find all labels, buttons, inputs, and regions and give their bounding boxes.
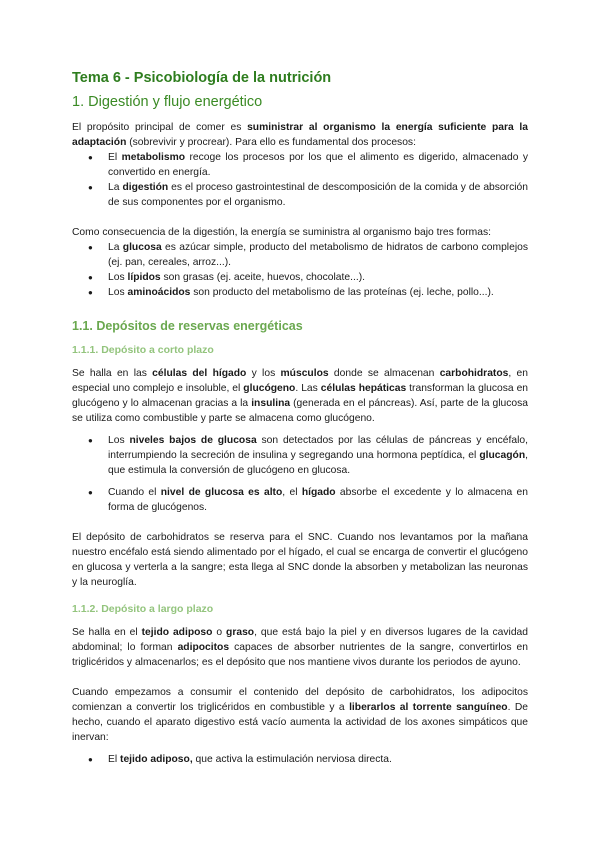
bold-text: nivel de glucosa es alto bbox=[160, 487, 283, 498]
list-item bbox=[72, 285, 528, 300]
text-run: capaces de absorber nutrientes de la sangre, convertirlos en triglicéridos y almacenarlos; es el depósito que nos mantiene vivos durante los periodos de ayuno. bbox=[72, 642, 528, 668]
text-run: . Las bbox=[295, 383, 321, 394]
bold-text: liberarlos al torrente sanguíneo bbox=[349, 702, 508, 713]
text-run: donde se almacenan bbox=[328, 368, 440, 379]
section-1-intro bbox=[72, 120, 528, 150]
text-run: Cuando empezamos a consumir el contenido del depósito de carbohidratos, los adipocitos comienzan a convertir los triglicéridos en combustible y a bbox=[72, 687, 528, 713]
bold-text: glucagón bbox=[479, 450, 526, 461]
section-1-1-1-heading: 1.1.1. Depósito a corto plazo bbox=[72, 344, 214, 356]
bold-text: metabolismo bbox=[121, 152, 186, 163]
bold-text: digestión bbox=[122, 182, 169, 193]
bold-text: lípidos bbox=[127, 272, 161, 283]
text-run: El bbox=[108, 754, 121, 765]
section-1-1-2-heading: 1.1.2. Depósito a largo plazo bbox=[72, 603, 214, 615]
short-term-paragraph-1 bbox=[72, 366, 528, 426]
bold-text: glucógeno bbox=[243, 383, 296, 394]
processes-list bbox=[72, 150, 528, 210]
bold-text: carbohidratos bbox=[439, 368, 509, 379]
text-run: , que está bajo la piel y en diversos lugares de la cavidad abdominal; lo forman bbox=[72, 627, 528, 653]
list-item bbox=[72, 270, 528, 285]
text-run: Cuando el bbox=[108, 487, 161, 498]
document-title: Tema 6 - Psicobiología de la nutrición bbox=[72, 70, 332, 86]
text-run: Los bbox=[108, 287, 128, 298]
text-run: (generada en el páncreas). Así, parte de la glucosa se utiliza como combustible y parte se almacena como glucógeno. bbox=[72, 398, 528, 424]
bold-text: tejido adiposo, bbox=[120, 754, 193, 765]
section-1-heading: 1. Digestión y flujo energético bbox=[72, 94, 263, 110]
long-term-paragraph-1 bbox=[72, 625, 528, 670]
energy-forms-list bbox=[72, 240, 528, 300]
text-run: La bbox=[108, 182, 123, 193]
text-run: es el proceso gastrointestinal de descomposición de la comida y de absorción de sus componentes por el organismo. bbox=[108, 182, 528, 208]
bold-text: insulina bbox=[251, 398, 291, 409]
bold-text: músculos bbox=[280, 368, 329, 379]
bold-text: graso bbox=[226, 627, 255, 638]
text-run: o bbox=[212, 627, 227, 638]
list-item bbox=[72, 150, 528, 180]
text-run: . De hecho, cuando el aparato digestivo está vacío aumenta la actividad de los axones simpáticos que inervan: bbox=[72, 702, 529, 743]
text-run: recoge los procesos por los que el alimento es digerido, almacenado y convertido en energía. bbox=[108, 152, 528, 178]
text-run: La bbox=[108, 242, 123, 253]
text-run: es azúcar simple, producto del metabolismo de hidratos de carbono complejos (ej. pan, cereales, arroz...). bbox=[108, 242, 528, 268]
long-term-bullets bbox=[72, 752, 528, 767]
text-run: , en especial uno complejo e insoluble, el bbox=[72, 368, 528, 394]
short-term-bullets bbox=[72, 433, 528, 515]
text-run: son grasas (ej. aceite, huevos, chocolate...). bbox=[160, 272, 365, 283]
document-content bbox=[72, 70, 528, 767]
text-run: y los bbox=[246, 368, 281, 379]
text-run: son producto del metabolismo de las proteínas (ej. leche, pollo...). bbox=[190, 287, 494, 298]
text-run: Se halla en el bbox=[72, 627, 142, 638]
text-run: absorbe el excedente y lo almacena en forma de glucógenos. bbox=[108, 487, 528, 513]
energy-forms-intro: Como consecuencia de la digestión, la energía se suministra al organismo bajo tres formas: bbox=[72, 227, 491, 238]
text-run: Se halla en las bbox=[72, 368, 153, 379]
list-item bbox=[72, 485, 528, 515]
bold-text: adipocitos bbox=[177, 642, 230, 653]
bold-text: glucosa bbox=[122, 242, 162, 253]
bold-text: células del hígado bbox=[152, 368, 247, 379]
list-item bbox=[72, 433, 528, 478]
list-item bbox=[72, 180, 528, 210]
bold-text: tejido adiposo bbox=[141, 627, 213, 638]
text-run: El bbox=[108, 152, 122, 163]
section-1-1-heading: 1.1. Depósitos de reservas energéticas bbox=[72, 319, 303, 333]
text-run: , el bbox=[282, 487, 302, 498]
text-run: que activa la estimulación nerviosa directa. bbox=[192, 754, 392, 765]
text-run: El propósito principal de comer es bbox=[72, 122, 248, 133]
text-run: , que estimula la conversión de glucógeno en glucosa. bbox=[108, 450, 528, 476]
text-run: Los bbox=[108, 272, 128, 283]
list-item bbox=[72, 752, 528, 767]
bold-text: células hepáticas bbox=[320, 383, 407, 394]
list-item bbox=[72, 240, 528, 270]
text-run: transforman la glucosa en glucógeno y lo almacenan gracias a la bbox=[72, 383, 529, 409]
bold-text: hígado bbox=[301, 487, 336, 498]
bold-text: niveles bajos de glucosa bbox=[129, 435, 257, 446]
long-term-paragraph-2 bbox=[72, 685, 528, 745]
text-run: Los bbox=[108, 435, 130, 446]
short-term-paragraph-2: El depósito de carbohidratos se reserva para el SNC. Cuando nos levantamos por la mañana nuestro encéfalo está siendo alimentado por el hígado, el cual se encarga de convertir el glucógeno en glucosa y verterla a la sangre; esta llega al SNC donde la absorben y metabolizan las neuronas y la neuroglía. bbox=[72, 532, 528, 588]
text-run: (sobrevivir y procrear). Para ello es fundamental dos procesos: bbox=[126, 137, 416, 148]
bold-text: suministrar al organismo la energía suficiente para la adaptación bbox=[72, 122, 528, 148]
text-run: son detectados por las células de páncreas y encéfalo, interrumpiendo la secreción de insulina y segregando una hormona peptídica, el bbox=[108, 435, 528, 461]
bold-text: aminoácidos bbox=[127, 287, 191, 298]
